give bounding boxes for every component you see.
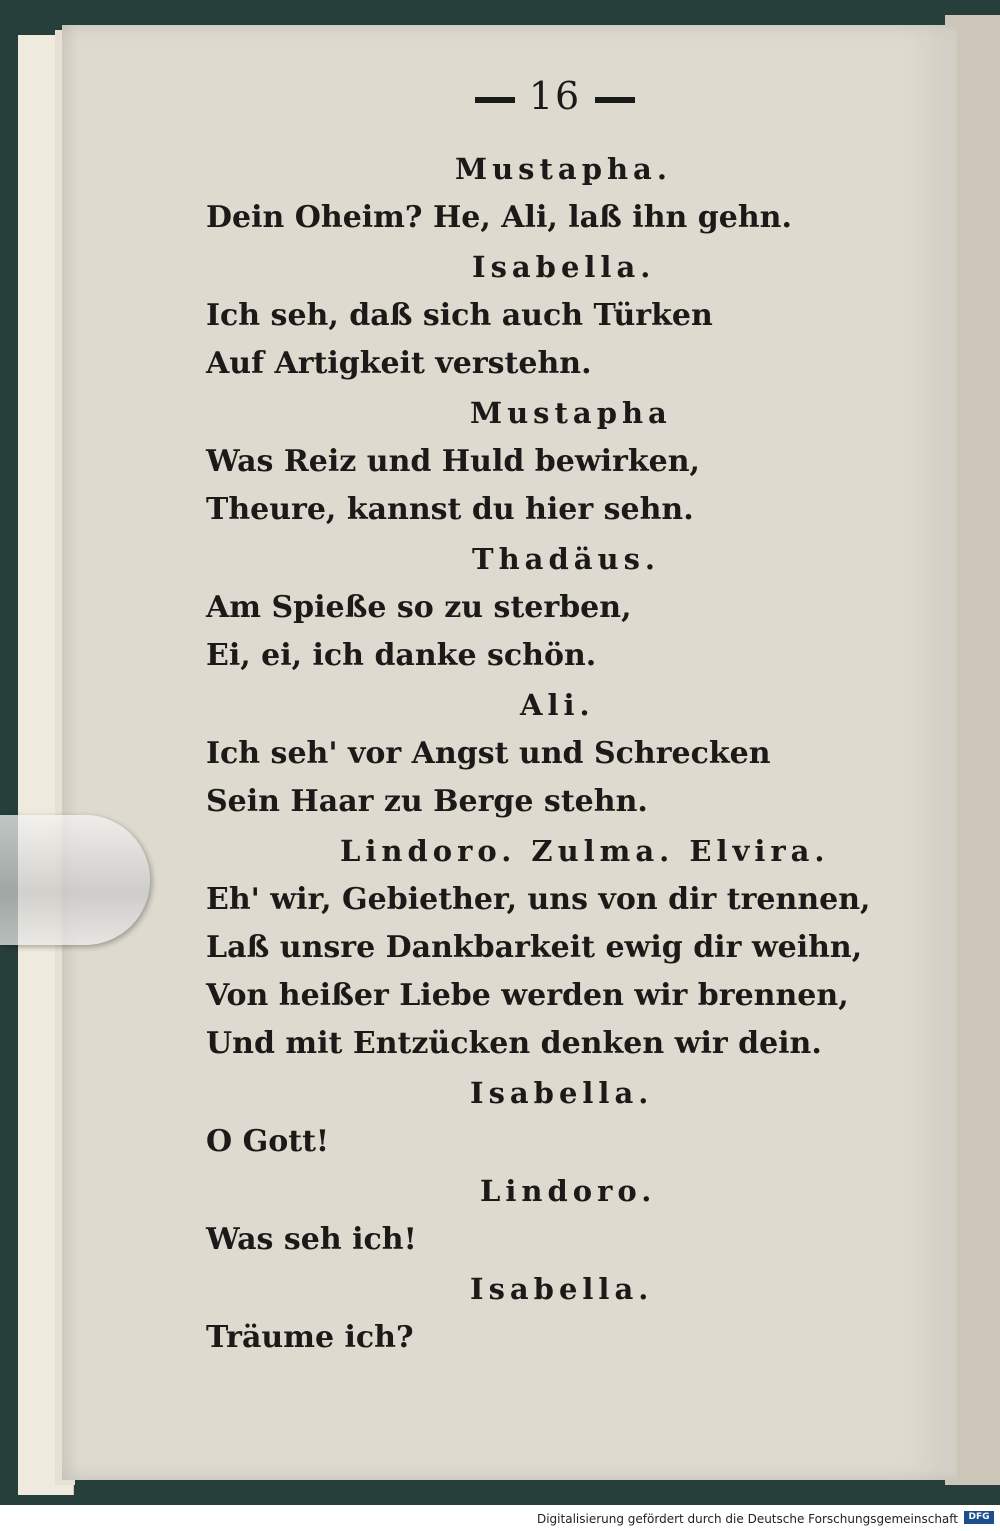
- verse-line: Träume ich?: [206, 1320, 414, 1355]
- dash-right: [595, 97, 635, 103]
- verse-line: Was seh ich!: [206, 1222, 417, 1257]
- verse-line: Laß unsre Dankbarkeit ewig dir weihn,: [206, 930, 863, 965]
- verse-line: Dein Oheim? He, Ali, laß ihn gehn.: [206, 200, 792, 235]
- verse-line: Theure, kannst du hier sehn.: [206, 492, 694, 527]
- speaker-heading: Mustapha.: [455, 152, 672, 186]
- verse-line: Auf Artigkeit verstehn.: [206, 346, 592, 381]
- speaker-heading: Isabella.: [470, 1272, 654, 1306]
- verse-line: O Gott!: [206, 1124, 330, 1159]
- speaker-heading: Lindoro. Zulma. Elvira.: [340, 834, 830, 868]
- verse-line: Eh' wir, Gebiether, uns von dir trennen,: [206, 882, 871, 917]
- footer-bar: [0, 1505, 1000, 1531]
- verse-line: Ei, ei, ich danke schön.: [206, 638, 597, 673]
- verse-line: Und mit Entzücken denken wir dein.: [206, 1026, 822, 1061]
- page-number: [440, 74, 670, 118]
- speaker-heading: Ali.: [520, 688, 595, 722]
- speaker-heading: Mustapha: [470, 396, 672, 430]
- verse-line: Ich seh, daß sich auch Türken: [206, 298, 713, 333]
- speaker-heading: Isabella.: [470, 1076, 654, 1110]
- footer-credit: Digitalisierung gefördert durch die Deutsche Forschungsgemeinschaft: [536, 1512, 958, 1526]
- verse-line: Am Spieße so zu sterben,: [206, 590, 632, 625]
- page-number-text: 16: [528, 74, 582, 118]
- book-clip: [0, 815, 150, 945]
- dfg-logo-icon: DFG: [964, 1511, 994, 1524]
- verse-line: Sein Haar zu Berge stehn.: [206, 784, 648, 819]
- speaker-heading: Isabella.: [472, 250, 656, 284]
- verse-line: Was Reiz und Huld bewirken,: [206, 444, 700, 479]
- verse-line: Ich seh' vor Angst und Schrecken: [206, 736, 771, 771]
- speaker-heading: Thadäus.: [472, 542, 661, 576]
- speaker-heading: Lindoro.: [480, 1174, 657, 1208]
- dash-left: [475, 97, 515, 103]
- verse-line: Von heißer Liebe werden wir brennen,: [206, 978, 849, 1013]
